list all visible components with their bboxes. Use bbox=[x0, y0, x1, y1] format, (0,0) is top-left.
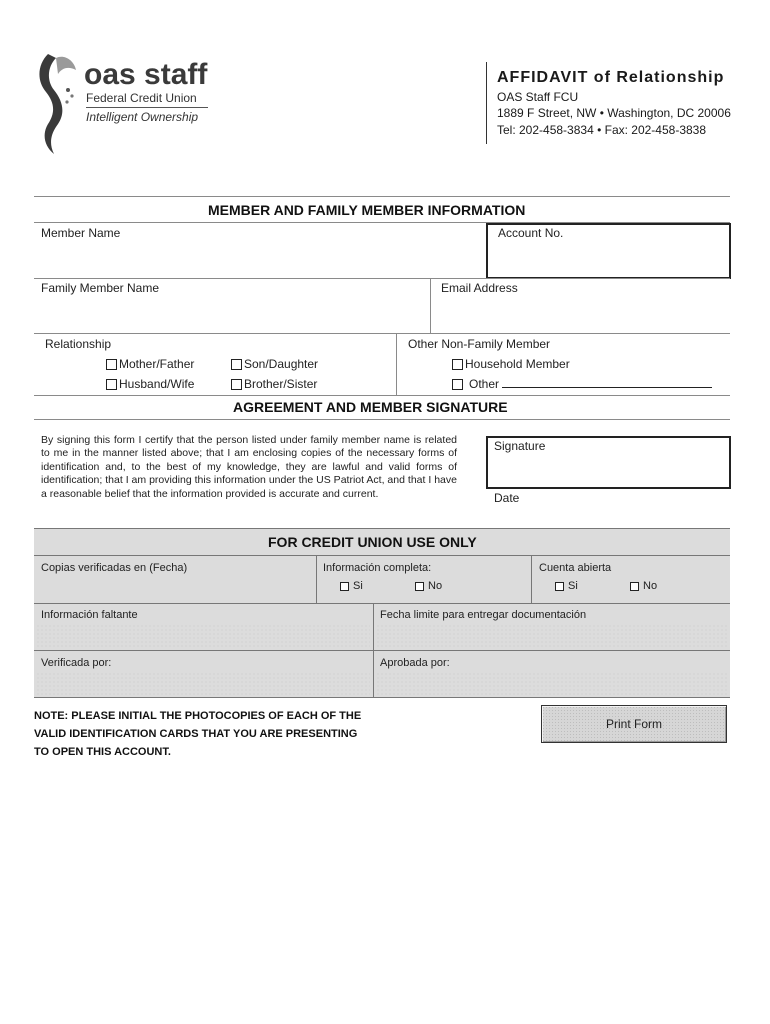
form-title: AFFIDAVIT of Relationship bbox=[497, 69, 725, 86]
divider bbox=[34, 196, 730, 197]
checkbox-icon bbox=[555, 582, 564, 591]
divider bbox=[34, 333, 730, 334]
divider bbox=[34, 528, 730, 529]
divider bbox=[34, 395, 730, 396]
logo-name: oas staff bbox=[84, 58, 208, 91]
divider bbox=[34, 603, 730, 604]
note-line-3: TO OPEN THIS ACCOUNT. bbox=[34, 746, 171, 758]
checkbox-icon bbox=[231, 379, 242, 390]
account-no-label: Account No. bbox=[498, 226, 564, 240]
print-form-button[interactable] bbox=[541, 705, 727, 743]
relationship-label: Relationship bbox=[45, 337, 112, 351]
logo-mark-icon bbox=[34, 50, 82, 158]
note-line-2: VALID IDENTIFICATION CARDS THAT YOU ARE PRESENTING bbox=[34, 728, 358, 740]
member-name-field[interactable] bbox=[36, 240, 482, 276]
checkbox-cuenta-si[interactable]: Si bbox=[555, 580, 578, 592]
verificada-field[interactable] bbox=[36, 672, 370, 696]
checkbox-household-member[interactable]: Household Member bbox=[452, 357, 570, 371]
logo-divider bbox=[86, 107, 208, 108]
note-line-1: NOTE: PLEASE INITIAL THE PHOTOCOPIES OF EACH OF THE bbox=[34, 710, 362, 722]
info-faltante-label: Información faltante bbox=[41, 609, 138, 621]
logo-credit-union: Federal Credit Union bbox=[86, 91, 197, 105]
member-name-label: Member Name bbox=[41, 226, 121, 240]
checkbox-brother-sister[interactable]: Brother/Sister bbox=[231, 377, 317, 391]
family-member-field[interactable] bbox=[36, 296, 426, 330]
signature-label: Signature bbox=[494, 439, 546, 453]
copias-field[interactable] bbox=[36, 576, 314, 602]
other-field[interactable] bbox=[502, 387, 712, 388]
fecha-limite-label: Fecha limite para entregar documentación bbox=[380, 609, 587, 621]
print-form-label: Print Form bbox=[605, 717, 662, 731]
member-section-title: MEMBER AND FAMILY MEMBER INFORMATION bbox=[208, 202, 526, 218]
divider bbox=[34, 278, 730, 279]
checkbox-son-daughter[interactable]: Son/Daughter bbox=[231, 357, 318, 371]
divider bbox=[430, 278, 431, 333]
checkbox-icon bbox=[452, 359, 463, 370]
logo-tagline: Intelligent Ownership bbox=[86, 110, 199, 124]
aprobada-field[interactable] bbox=[376, 672, 728, 696]
copias-label: Copias verificadas en (Fecha) bbox=[41, 562, 188, 574]
divider bbox=[34, 697, 730, 698]
divider bbox=[316, 555, 317, 603]
org-name: OAS Staff FCU bbox=[497, 90, 579, 104]
note bbox=[34, 707, 361, 761]
fecha-limite-field[interactable] bbox=[376, 624, 728, 648]
org-address: 1889 F Street, NW • Washington, DC 20006 bbox=[497, 106, 731, 120]
checkbox-icon bbox=[452, 379, 463, 390]
divider bbox=[531, 555, 532, 603]
divider bbox=[34, 650, 730, 651]
aprobada-label: Aprobada por: bbox=[380, 657, 450, 669]
cu-section-title: FOR CREDIT UNION USE ONLY bbox=[268, 534, 477, 550]
checkbox-icon bbox=[106, 379, 117, 390]
divider bbox=[396, 333, 397, 395]
checkbox-icon bbox=[415, 582, 424, 591]
org-phones: Tel: 202-458-3834 • Fax: 202-458-3838 bbox=[497, 123, 707, 137]
verificada-label: Verificada por: bbox=[41, 657, 112, 669]
checkbox-husband-wife[interactable]: Husband/Wife bbox=[106, 377, 194, 391]
checkbox-icon bbox=[340, 582, 349, 591]
header-vertical-rule bbox=[486, 62, 487, 144]
divider bbox=[34, 419, 730, 420]
checkbox-info-completa-no[interactable]: No bbox=[415, 580, 442, 592]
checkbox-info-completa-si[interactable]: Si bbox=[340, 580, 363, 592]
email-field[interactable] bbox=[434, 296, 728, 330]
other-non-family-label: Other Non-Family Member bbox=[408, 337, 551, 351]
info-completa-label: Información completa: bbox=[323, 562, 432, 574]
family-member-label: Family Member Name bbox=[41, 281, 160, 295]
checkbox-other[interactable]: Other bbox=[452, 377, 499, 391]
checkbox-icon bbox=[106, 359, 117, 370]
checkbox-icon bbox=[231, 359, 242, 370]
checkbox-icon bbox=[630, 582, 639, 591]
logo bbox=[34, 50, 224, 160]
date-label: Date bbox=[494, 491, 520, 505]
email-label: Email Address bbox=[441, 281, 518, 295]
info-faltante-field[interactable] bbox=[36, 624, 370, 648]
date-field[interactable] bbox=[528, 490, 728, 508]
checkbox-mother-father[interactable]: Mother/Father bbox=[106, 357, 194, 371]
agreement-text: By signing this form I certify that the person listed under family member name is related to me in the manner listed above; that I am enclosing copies of the necessary forms of identification and, to the best of my knowledge, they are lawful and valid forms of identification; that I am providing this information under the US Patriot Act, and that I have a reasonable belief that the information provided is accurate and current. bbox=[41, 434, 457, 500]
divider bbox=[34, 555, 730, 556]
cuenta-abierta-label: Cuenta abierta bbox=[539, 562, 612, 574]
agreement-section-title: AGREEMENT AND MEMBER SIGNATURE bbox=[233, 399, 508, 415]
checkbox-cuenta-no[interactable]: No bbox=[630, 580, 657, 592]
